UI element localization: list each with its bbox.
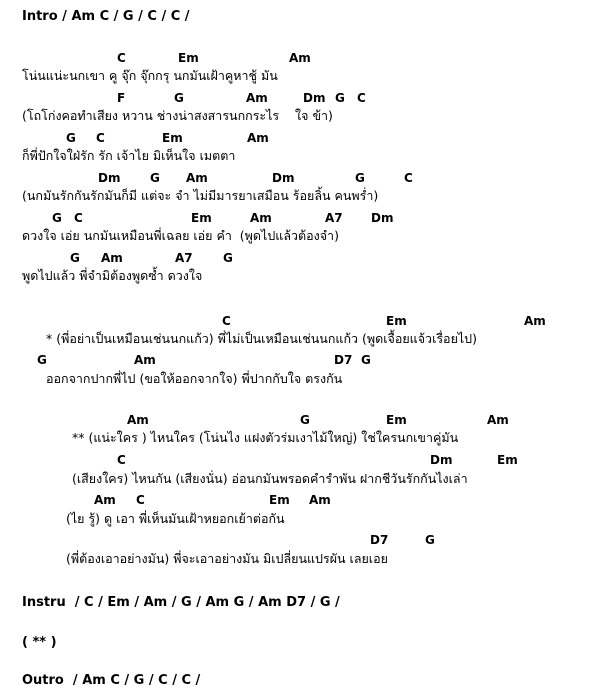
chord: Em <box>178 51 199 65</box>
lyric-line: (เสียงใคร) ไหนกัน (เสียงนั่น) อ่อนกมันพรอดคำรำพัน ฝากชีวันรักกันไงเล่า <box>72 471 468 486</box>
lyric-line: โน่นแน่ะนกเขา คู จุ๊ก จุ๊กกรุ นกมันเฝ้าคูหาชู้ มัน <box>22 68 278 83</box>
chord: Dm <box>303 91 326 105</box>
chord: G <box>52 211 62 225</box>
chord: Em <box>497 453 518 467</box>
chord: C <box>222 314 231 328</box>
chord: Am <box>487 413 509 427</box>
chord: G <box>174 91 184 105</box>
chord: G <box>66 131 76 145</box>
chord: Am <box>524 314 546 328</box>
repeat-marker: ( ** ) <box>22 635 57 650</box>
lyric-line: (พี่ต้องเอาอย่างมัน) พี่จะเอาอย่างมัน มิเปลี่ยนแปรผัน เลยเอย <box>66 551 388 566</box>
intro-line: Intro / Am C / G / C / C / <box>22 9 190 24</box>
chord: Am <box>309 493 331 507</box>
chord: Am <box>247 131 269 145</box>
chord: Dm <box>371 211 394 225</box>
chord: C <box>74 211 83 225</box>
chord: G <box>37 353 47 367</box>
chord: G <box>425 533 435 547</box>
chord: Em <box>386 413 407 427</box>
chord: F <box>117 91 126 105</box>
chord: Am <box>127 413 149 427</box>
chord: G <box>335 91 345 105</box>
chord: Em <box>386 314 407 328</box>
instru-line: Instru / C / Em / Am / G / Am G / Am D7 / G / <box>22 595 340 610</box>
chord: Dm <box>430 453 453 467</box>
chord: Am <box>250 211 272 225</box>
chord: C <box>117 453 126 467</box>
chord: G <box>223 251 233 265</box>
chord: C <box>357 91 366 105</box>
chord: Am <box>186 171 208 185</box>
lyric-line: (ไย รู้) ดู เอา พี่เห็นมันเฝ้าหยอกเย้าต่อกัน <box>66 511 285 526</box>
lyric-line: ออกจากปากพี่ไป (ขอให้ออกจากใจ) พี่ปากกับใจ ตรงกัน <box>46 371 343 386</box>
chord: Dm <box>272 171 295 185</box>
chord: G <box>355 171 365 185</box>
lyric-line: (โถโก่งคอทำเสียง หวาน ช่างน่าสงสารนกกระไร ใจ ข้า) <box>22 108 333 123</box>
chord: Am <box>289 51 311 65</box>
lyric-line: พูดไปแล้ว พี่จำมิต้องพูดซ้ำ ดวงใจ <box>22 268 203 283</box>
chord: G <box>361 353 371 367</box>
chord: Em <box>269 493 290 507</box>
chord: G <box>300 413 310 427</box>
chord: C <box>404 171 413 185</box>
chord: G <box>150 171 160 185</box>
lyric-line: (นกมันรักกันรักมันก็มี แต่จะ จำ ไม่มีมารยาเสมือน ร้อยลิ้น คนพร่ำ) <box>22 188 379 203</box>
chord: Am <box>134 353 156 367</box>
lyric-line: ก็พี่ปักใจใฝ่รัก รัก เจ้าไย มิเห็นใจ เมตตา <box>22 148 236 163</box>
chord: Em <box>191 211 212 225</box>
chord: D7 <box>370 533 389 547</box>
chord: G <box>70 251 80 265</box>
chord: C <box>96 131 105 145</box>
chord: Em <box>162 131 183 145</box>
chord: Am <box>101 251 123 265</box>
chord: C <box>117 51 126 65</box>
chord: Dm <box>98 171 121 185</box>
chord: D7 <box>334 353 353 367</box>
chord: A7 <box>325 211 343 225</box>
chord: C <box>136 493 145 507</box>
chord: A7 <box>175 251 193 265</box>
lyric-line: * (พี่อย่าเป็นเหมือนเช่นนกแก้ว) พี่ไม่เป็นเหมือนเช่นนกแก้ว (พูดเจื้อยแจ้วเรื่อยไป) <box>46 331 477 346</box>
chord: Am <box>246 91 268 105</box>
chord: Am <box>94 493 116 507</box>
lyric-line: ** (แน่ะใคร ) ไหนใคร (โน่นไง แฝงตัวร่มเงาไม้ใหญ่) ใช่ใครนกเขาคู่มัน <box>72 430 459 445</box>
outro-line: Outro / Am C / G / C / C / <box>22 673 201 688</box>
lyric-line: ดวงใจ เอ่ย นกมันเหมือนพี่เฉลย เอ่ย คำ (พูดไปแล้วต้องจำ) <box>22 228 339 243</box>
